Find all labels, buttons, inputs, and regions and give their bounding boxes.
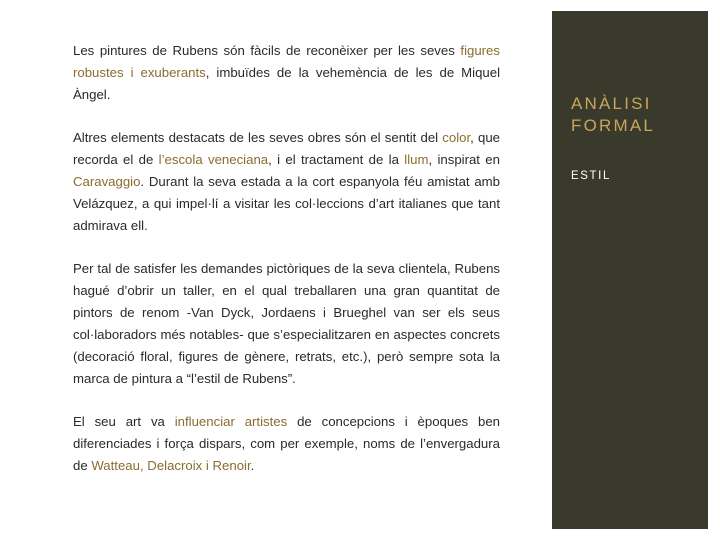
section-subtitle: ESTIL	[571, 170, 611, 182]
highlight-term: color	[442, 130, 471, 145]
text-span: Per tal de satisfer les demandes pictòriques de la seva clientela, Rubens hagué d’obrir un taller, en el qual treballaren una gran quantitat de pintors de renom -Van Dyck, Jordaens i Brueghel van ser els seus col·laboradors més notables- que s’especialitzaren en aspectes concrets (decoració floral, figures de gènere, retrats, etc.), però sempre sota la marca de pintura a “l’estil de Rubens”.	[73, 261, 500, 386]
highlight-term: Watteau, Delacroix i Renoir	[91, 458, 251, 473]
paragraph-3	[73, 258, 500, 390]
text-span: , inspirat en	[428, 152, 500, 167]
body-text	[73, 40, 500, 498]
text-span: Les pintures de Rubens són fàcils de reconèixer per les seves	[73, 43, 461, 58]
text-span: .	[250, 458, 255, 473]
highlight-term: llum	[404, 152, 429, 167]
highlight-term: figures robustes i exuberants	[73, 43, 500, 80]
text-span: , que recorda el de	[73, 130, 500, 167]
paragraph-1	[73, 40, 500, 106]
paragraph-2	[73, 127, 500, 237]
highlight-term: influenciar artistes	[174, 414, 288, 429]
highlight-term: Caravaggio	[73, 174, 141, 189]
text-span: , i el tractament de la	[268, 152, 405, 167]
highlight-term: l’escola veneciana	[158, 152, 269, 167]
section-title: ANÀLISI FORMAL	[571, 94, 656, 135]
text-span: Altres elements destacats de les seves obres són el sentit del	[73, 130, 443, 145]
text-span: de concepcions i èpoques ben diferenciades i força dispars, com per exemple, noms de l’envergadura de	[73, 414, 501, 473]
text-span: , imbuïdes de la vehemència de les de Miquel Àngel.	[73, 65, 500, 102]
side-panel	[552, 11, 708, 529]
text-span: El seu art va	[73, 414, 175, 429]
paragraph-4	[73, 411, 500, 477]
text-span: . Durant la seva estada a la cort espanyola féu amistat amb Velázquez, a qui impel·lí a visitar les col·leccions d’art italianes que tant admirava ell.	[73, 174, 500, 233]
